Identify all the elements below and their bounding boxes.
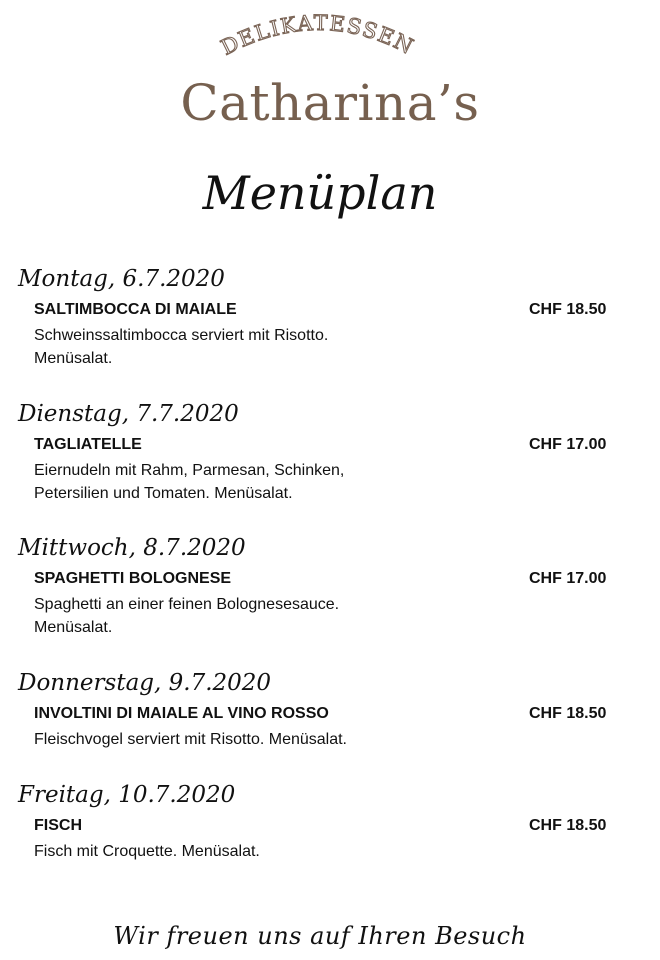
description-line: Spaghetti an einer feinen Bolognesesauce. — [34, 596, 340, 613]
description-line: Fisch mit Croquette. Menüsalat. — [34, 843, 260, 860]
day-heading: Mittwoch, 8.7.2020 — [18, 535, 246, 561]
dish-description — [34, 459, 414, 505]
dish-description — [34, 593, 414, 639]
page-title: Menüplan — [202, 166, 438, 220]
dish-description — [34, 324, 414, 370]
dish-name: TAGLIATELLE — [34, 436, 142, 453]
logo-brand-name: Catharina’s — [180, 74, 480, 132]
dish-price: CHF 18.50 — [529, 301, 607, 318]
description-line: Fleischvogel serviert mit Risotto. Menüsalat. — [34, 731, 347, 748]
dish-name: FISCH — [34, 817, 82, 834]
day-heading: Montag, 6.7.2020 — [18, 266, 225, 292]
description-line: Schweinssaltimbocca serviert mit Risotto. — [34, 327, 329, 344]
dish-description — [34, 840, 414, 863]
day-heading: Dienstag, 7.7.2020 — [18, 401, 239, 427]
dish-description — [34, 728, 414, 751]
dish-price: CHF 18.50 — [529, 817, 607, 834]
description-line: Eiernudeln mit Rahm, Parmesan, Schinken, — [34, 462, 345, 479]
description-line: Menüsalat. — [34, 350, 113, 367]
day-heading: Donnerstag, 9.7.2020 — [18, 670, 272, 696]
dish-name: INVOLTINI DI MAIALE AL VINO ROSSO — [34, 705, 329, 722]
dish-price: CHF 18.50 — [529, 705, 607, 722]
logo-tagline-arc — [0, 0, 660, 80]
dish-name: SALTIMBOCCA DI MAIALE — [34, 301, 237, 318]
closing-message: Wir freuen uns auf Ihren Besuch — [113, 922, 527, 950]
description-line: Petersilien und Tomaten. Menüsalat. — [34, 485, 293, 502]
dish-price: CHF 17.00 — [529, 436, 607, 453]
logo-tagline — [217, 11, 418, 60]
day-heading: Freitag, 10.7.2020 — [18, 782, 236, 808]
dish-price: CHF 17.00 — [529, 570, 607, 587]
logo-tagline-text: DELIKATESSEN — [217, 10, 419, 60]
description-line: Menüsalat. — [34, 619, 113, 636]
dish-name: SPAGHETTI BOLOGNESE — [34, 570, 232, 587]
